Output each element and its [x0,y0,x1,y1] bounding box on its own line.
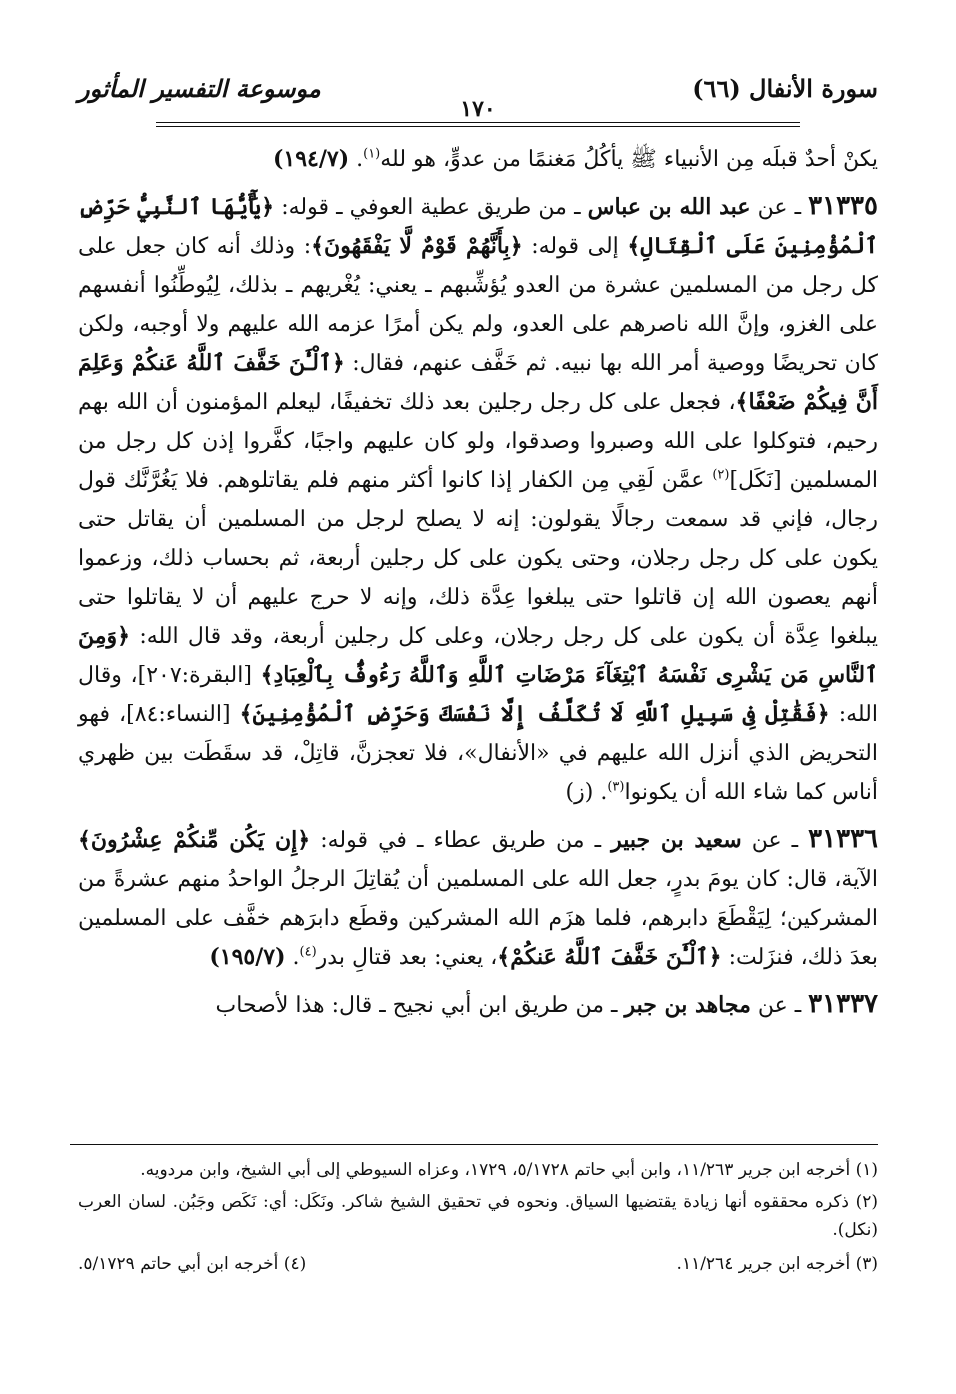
volume-ref: (١٩٤/٧) [272,146,350,172]
main-text [78,140,878,1025]
footnote-ref: (١) [363,146,381,162]
footnote-4: (٤) أخرجه ابن أبي حاتم ٥/١٧٢٩. [78,1254,307,1274]
quran-quote: ﴿إِن يَكُن مِّنكُمْ عِشْرُونَ﴾ [78,827,311,853]
footnote-ref: (٢) [712,467,730,483]
text-run: ـ عن [750,993,809,1018]
footnote-2: (٢) ذكره محققوه أنها زيادة يقتضيها السياق. ونحوه في تحقيق الشيخ شاكر. ونَكَل: أي: نَكَص وجَبُن. لسان العرب (نكل). [78,1192,878,1240]
footnote-1: (١) أخرجه ابن جرير ١١/٢٦٣، وابن أبي حاتم ٥/١٧٢٨، ١٧٢٩، وعزاه السيوطي إلى أبي الشيخ، وابن مردويه. [140,1160,878,1180]
footnotes [78,1156,878,1278]
narrator: مجاهد بن جبر [624,992,751,1018]
footnote-divider [70,1144,878,1145]
text-run: ـ من طريق ابن أبي نجيح ـ قال: هذا لأصحاب [215,993,625,1018]
text-run: عمَّن لَقِي مِن الكفار إذا كانوا أكثر منهم فلم يقاتلوهم. فلا يَغُرَّنَّك قول رجال، فإني قد سمعت رجالًا يقولون: إنه لا يصلح لرجل من المسلمين أن يقاتل حتى يكون على كل رجل رجلان، وحتى يكون على كل رجلين أربعة، ثم بحساب ذلك، وزعموا أنهم يعصون الله إن قاتلوا حتى يبلغوا عِدَّة ذلك، وإنه لا حرج عليهم أن لا يقاتلوا حتى يبلغوا عِدَّة أن يكون على كل رجل رجلان، وعلى كل رجلين أربعة، وقد قال الله: [78,468,878,649]
header-rule [156,122,800,129]
continuation-text: يكنْ أحدٌ قبلَه مِن الأنبياء ﷺ يأكُلُ مَغنمًا من عدوٍّ، هو لله [380,147,878,172]
text-run: ـ من طريق عطية العوفي ـ قوله: [274,195,588,220]
quran-quote: ﴿بِأَنَّهُمْ قَوْمٌ لَّا يَفْقَهُونَ﴾ [311,233,523,259]
page-number: ١٧٠ [448,96,507,122]
entry-31335 [78,187,878,812]
text-run: ، وقال الله: [78,663,878,727]
text-run: : وذلك أنه كان جعل على كل رجل من المسلمين عشرة من العدو يُؤشِّبهم ـ يعني: يُغْريهم ـ بذلك، لِيُوطِّنُوا أنفسهم على الغزو، وإنَّ الله ناصرهم على العدو، ولم يكن أمرًا عزمه الله عليهم ولا أوجبه، ولكن كان تحريضًا ووصية أمر الله بها نبيه. ثم خَفَّف عنهم، فقال: [78,234,878,376]
quran-quote: ﴿ٱلْـَٰٔنَ خَفَّفَ ٱللَّهُ عَنكُمْ وَعَلِمَ أَنَّ فِيكُمْ ضَعْفًا﴾ [78,350,878,415]
entry-number: ٣١٣٣٦ [808,824,878,854]
entry-31337 [78,985,878,1025]
text-run: إلى قوله: [522,234,628,259]
volume-ref: (١٩٥/٧) [209,944,286,970]
narrator: عبد الله بن عباس [587,194,751,220]
encyclopedia-title: موسوعة التفسير المأثور [78,74,321,103]
text-run: ـ من طريق عطاء ـ في قوله: [310,828,612,853]
sura-title: سورة الأنفال (٦٦) [692,74,878,103]
text-run: الآية، قال: كان يومَ بدرٍ، جعل الله على المسلمين أن يُقاتِلَ الرجلُ الواحدُ منهم عشرةً من المشركين؛ لِيَقْطَعَ دابرهم، فلما هزَم الله المشركين وقطَع دابرَهم خفَّف على المسلمين بعدَ ذلك، فنزَلت: [78,867,878,970]
entry-number: ٣١٣٣٧ [808,989,878,1019]
punct: . [285,945,300,970]
text-run: ، فهو التحريض الذي أنزل الله عليهم في «الأنفال»، فلا تعجزنَّ، قاتِلْ، قد سقَطَت بين ظهري أناس كما شاء الله أن يكونوا [78,702,878,805]
quran-quote: ﴿ٱلْـَٰٔنَ خَفَّفَ ٱللَّهُ عَنكُمْ﴾ [497,944,722,970]
text-run: ـ عن [741,828,809,853]
entry-number: ٣١٣٣٥ [808,191,878,221]
quran-quote: ﴿وَمِنَ ٱلنَّاسِ مَن يَشْرِى نَفْسَهُ ٱبْتِغَآءَ مَرْضَاتِ ٱللَّهِ وَٱللَّهُ رَءُوفٌۢ بِٱلْعِبَادِ﴾ [78,623,878,688]
text-run: ـ عن [750,195,809,220]
footnote-ref: (٣) [607,779,625,795]
entry-31336 [78,820,878,977]
footnote-3: (٣) أخرجه ابن جرير ١١/٢٦٤. [676,1254,878,1274]
punct: . [349,147,364,172]
footnote-ref: (٤) [299,944,317,960]
surah-ref: [النساء:٨٤] [126,702,240,727]
text-run: ، فجعل على كل رجل رجلين بعد ذلك تخفيفًا، ليعلم المؤمنون أن الله بهم رحيم، فتوكلوا على الله وصبروا وصدقوا، ولو كان عليهم واجبًا، كفَّروا إذن كل رجل من المسلمين [نَكَل] [78,390,879,493]
text-run: ، يعني: بعد قتالِ بدر [316,945,498,970]
source-ref: . (ز) [565,780,608,805]
surah-ref: [البقرة:٢٠٧] [137,663,261,688]
footnote-row [78,1250,878,1278]
continuation-paragraph [78,140,878,179]
narrator: سعيد بن جبير [611,827,742,853]
quran-quote: ﴿فَقَٰتِلْ فِى سَبِيلِ ٱللَّهِ لَا تُكَلَّفُ إِلَّا نَفْسَكَ وَحَرِّضِ ٱلْمُؤْمِنِينَ﴾ [239,701,830,727]
quran-quote: ﴿يَٰٓأَيُّهَا ٱلنَّبِيُّ حَرِّضِ ٱلْمُؤْمِنِينَ عَلَى ٱلْقِتَالِ﴾ [78,194,878,259]
